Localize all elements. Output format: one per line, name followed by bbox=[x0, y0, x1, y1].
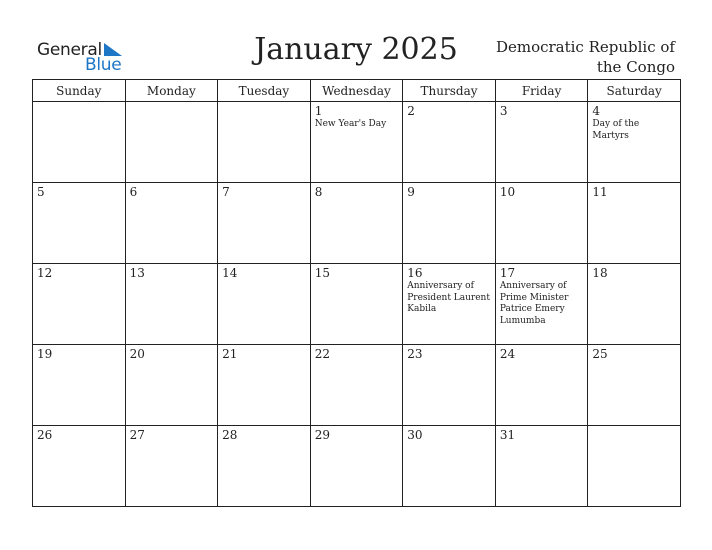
weekday-header: Monday bbox=[125, 80, 218, 102]
holiday-label: Day of the Martyrs bbox=[592, 119, 640, 141]
day-number: 20 bbox=[129, 347, 145, 361]
week-row bbox=[33, 264, 681, 345]
day-number: 23 bbox=[407, 347, 423, 361]
week-row bbox=[33, 345, 681, 426]
week-row bbox=[33, 183, 681, 264]
calendar-grid bbox=[32, 79, 681, 507]
day-cell bbox=[33, 102, 126, 183]
day-cell bbox=[218, 426, 311, 507]
day-number: 29 bbox=[314, 428, 330, 442]
day-number: 13 bbox=[129, 266, 145, 280]
day-cell bbox=[125, 264, 218, 345]
day-number: 25 bbox=[592, 347, 608, 361]
day-number: 21 bbox=[222, 347, 238, 361]
day-cell bbox=[495, 102, 588, 183]
day-number: 6 bbox=[129, 185, 138, 199]
day-cell bbox=[495, 183, 588, 264]
day-number: 14 bbox=[222, 266, 238, 280]
day-cell bbox=[125, 183, 218, 264]
weekday-header: Friday bbox=[495, 80, 588, 102]
day-cell bbox=[588, 102, 681, 183]
day-cell bbox=[218, 264, 311, 345]
day-number: 26 bbox=[37, 428, 53, 442]
day-cell bbox=[588, 426, 681, 507]
day-cell bbox=[218, 345, 311, 426]
day-number: 22 bbox=[314, 347, 330, 361]
day-number: 8 bbox=[314, 185, 323, 199]
logo-word-blue: Blue bbox=[85, 55, 122, 75]
day-cell bbox=[310, 264, 403, 345]
country-name: Democratic Republic of the Congo bbox=[495, 38, 675, 76]
day-cell bbox=[125, 102, 218, 183]
holiday-label: New Year's Day bbox=[314, 119, 387, 129]
day-number: 1 bbox=[314, 104, 323, 118]
day-number: 30 bbox=[407, 428, 423, 442]
day-number: 16 bbox=[407, 266, 423, 280]
weekday-header: Tuesday bbox=[218, 80, 311, 102]
day-cell bbox=[495, 426, 588, 507]
day-number: 11 bbox=[592, 185, 608, 199]
day-cell bbox=[33, 183, 126, 264]
weekday-header: Sunday bbox=[33, 80, 126, 102]
weekday-header: Saturday bbox=[588, 80, 681, 102]
day-number: 2 bbox=[407, 104, 415, 118]
day-cell bbox=[218, 183, 311, 264]
calendar-title: January 2025 bbox=[254, 32, 458, 67]
day-cell bbox=[125, 426, 218, 507]
day-cell bbox=[310, 183, 403, 264]
weekday-header-row bbox=[33, 80, 681, 102]
weekday-header: Thursday bbox=[403, 80, 496, 102]
day-cell bbox=[403, 183, 496, 264]
day-number: 31 bbox=[499, 428, 516, 442]
holiday-label: Anniversary of President Laurent Kabila bbox=[407, 281, 490, 314]
day-number: 10 bbox=[499, 185, 516, 199]
calendar-body bbox=[33, 102, 681, 507]
day-number: 7 bbox=[222, 185, 230, 199]
day-cell bbox=[403, 264, 496, 345]
week-row bbox=[33, 426, 681, 507]
day-number: 27 bbox=[129, 428, 145, 442]
day-number: 24 bbox=[499, 347, 516, 361]
day-cell bbox=[588, 345, 681, 426]
day-cell bbox=[403, 426, 496, 507]
day-number: 9 bbox=[407, 185, 415, 199]
day-number: 18 bbox=[592, 266, 608, 280]
day-number: 19 bbox=[37, 347, 53, 361]
day-cell bbox=[310, 426, 403, 507]
day-number: 28 bbox=[222, 428, 238, 442]
day-number: 3 bbox=[499, 104, 508, 118]
day-cell bbox=[403, 345, 496, 426]
day-number: 15 bbox=[314, 266, 330, 280]
day-number: 5 bbox=[37, 185, 45, 199]
logo-word-general: General bbox=[37, 40, 102, 60]
week-row bbox=[33, 102, 681, 183]
day-cell bbox=[33, 345, 126, 426]
day-cell bbox=[33, 264, 126, 345]
day-cell bbox=[125, 345, 218, 426]
day-number: 4 bbox=[592, 104, 601, 118]
day-cell bbox=[33, 426, 126, 507]
day-cell bbox=[310, 102, 403, 183]
holiday-label: Anniversary of Prime Minister Patrice Emery Lumumba bbox=[499, 281, 569, 326]
day-cell bbox=[403, 102, 496, 183]
day-cell bbox=[588, 183, 681, 264]
day-cell bbox=[310, 345, 403, 426]
day-cell bbox=[495, 264, 588, 345]
day-cell bbox=[495, 345, 588, 426]
day-cell bbox=[218, 102, 311, 183]
day-number: 12 bbox=[37, 266, 53, 280]
weekday-header: Wednesday bbox=[310, 80, 403, 102]
day-cell bbox=[588, 264, 681, 345]
day-number: 17 bbox=[499, 266, 516, 280]
